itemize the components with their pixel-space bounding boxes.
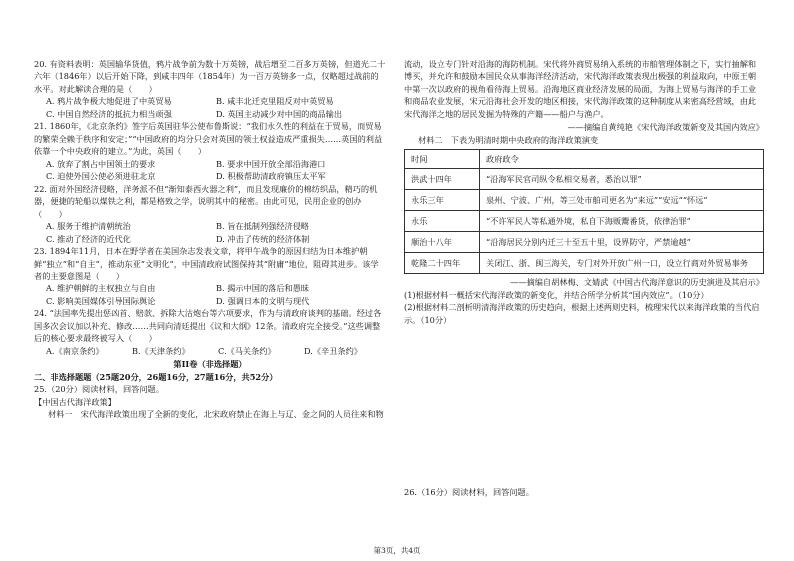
table-cell-time: 乾隆二十四年 [405, 253, 480, 274]
option-a: A. 鸦片战争极大地促进了中英贸易 [46, 96, 172, 107]
table-cell-time: 顺治十八年 [405, 232, 480, 253]
table-cell-policy: “沿海居民分别内迁三十至五十里，设界防守，严禁逾越” [480, 232, 764, 253]
sub-question-1: (1)根据材料一概括宋代海洋政策的新变化，并结合所学分析其“国内效应”。（10分） [404, 289, 709, 300]
option-a: A.《南京条约》 [46, 345, 104, 356]
material-2-source: ——摘编自胡林梅、文婧武《中国古代海洋意识的历史演进及其启示》 [510, 277, 764, 288]
option-a: A. 维护朝鲜的主权独立与自由 [46, 283, 156, 294]
option-c: C. 迫使外国公使必须进驻北京 [46, 171, 156, 182]
table-header-row [405, 150, 764, 169]
question-23 [34, 245, 386, 307]
question-25-heading: 25.（20分）阅读材料，回答问题。 [34, 384, 164, 395]
sub-question-2: (2)根据材料二剖析明清海洋政策的历史趋向，根据上述两则史料，梳理宋代以来海洋政策的当代启示。（10分） [404, 302, 760, 325]
options [34, 345, 386, 357]
table-cell-policy: “沿海军民官司纵令私相交易者，悉治以罪” [480, 169, 764, 190]
table-cell-policy: 泉州、宁波、广州，等三处市舶司更名为“来远”“安远”“怀远” [480, 190, 764, 211]
section-heading: 二、非选择题题（25题20分，26题16分，27题16分，共52分） [34, 371, 278, 382]
column-header: 政府政令 [480, 150, 764, 169]
question-stem: 22. 面对外国经济侵略，洋务派不但“渐知泰西火器之利”，而且发现廉价的棉纺织品，精巧的机器，便捷的轮船以煤铁之利，都是格致之学，说明其中的秘密。由此可见，民用企业的创办（ ） [34, 183, 378, 219]
option-c: C.《马关条约》 [217, 345, 276, 356]
question-stem: 20. 有资料表明：英国输华货值，鸦片战争前为数十万英镑，战后增至二百多万英镑，但道光二十六年（1846年）以后开始下降，到咸丰四年（1854年）为一百万英镑多一点，仅略超过战前的水平。对此解读合理的是（ ） [34, 59, 386, 94]
table-row [405, 211, 764, 232]
page-footer: 第3页，共4页 [373, 546, 421, 555]
question-26-heading: 26.（16分）阅读材料，回答问题。 [404, 487, 534, 498]
table-cell-policy: “不许军民人等私通外境，私自下海贩鬻番货，依律治罪” [480, 211, 764, 232]
question-21 [34, 120, 386, 182]
option-c: C. 中国自然经济的抵抗力相当顽强 [46, 108, 172, 119]
table-row [405, 169, 764, 190]
option-b: B. 要求中国开放全部沿海港口 [216, 158, 326, 169]
table-row [405, 232, 764, 253]
options [34, 220, 386, 245]
options [34, 282, 386, 307]
topic-heading: 【中国古代海洋政策】 [34, 396, 116, 407]
option-d: D. 英国主动减少对中国的商品输出 [216, 108, 343, 119]
option-b: B.《天津条约》 [131, 345, 190, 356]
table-row [405, 190, 764, 211]
option-a: A. 服务于维护清朝统治 [46, 221, 131, 232]
material-2-title: 材料二 下表为明清时期中央政府的海洋政策演变 [418, 134, 599, 145]
options [34, 158, 386, 183]
question-20 [34, 58, 386, 120]
option-b: B. 揭示中国的落后和愚昧 [216, 283, 310, 294]
option-b: B. 旨在抵制列强经济侵略 [216, 221, 310, 232]
table-cell-time: 永乐 [405, 211, 480, 232]
option-d: D. 冲击了传统的经济体制 [216, 233, 310, 244]
options [34, 95, 386, 120]
question-stem: 23. 1894年11月，日本在野学者在美国杂志发表文章，将甲午战争的原因归结为日本维护朝鲜“独立”和“自主”，推动东亚“文明化”，中国清政府试图保持其“附庸”地位，阻碍其进步。该学者的主要意图是（ ） [34, 246, 379, 281]
material-1-continued: 流动，设立专门针对沿海的海防机制。宋代将外商贸易纳入系统的市舶管理体制之下，实行抽解和博买，并允许和鼓励本国民众从事海洋经济活动，宋代海洋政策表现出极强的利益取向，中原王朝中第一次以政府的视角看待海上贸易。沿海地区商业经济发展的局面，为海上贸易与海洋的手工业和商品农业发展，宋元沿海社会开发的地区相接，宋代海洋政策的这种制度从来密高经营域，由此宋代海洋之地的居民发掘为特殊的产籍——船户与渔户。 [404, 59, 757, 119]
policy-table [404, 149, 764, 274]
option-c: C. 推动了经济的近代化 [46, 233, 131, 244]
material-1-text: 材料一 宋代海洋政策出现了全新的变化，北宋政府禁止在海上与辽、金之间的人员往来和物 [48, 409, 384, 420]
left-column [34, 58, 386, 421]
option-b: B. 咸丰北迁克里阻反对中英贸易 [216, 96, 334, 107]
option-a: A. 放弃了割占中国领土的要求 [46, 158, 156, 169]
question-stem: 21. 1860年，《北京条约》签字后英国驻华公使布鲁斯说：“我们永久性的利益在于贸易，而贸易的繁荣全赖于秩序和安定；”“中国政府的均分只会对英国的领土权益造成严重损失……英国的利益依靠一个中央政府的建立。”为此，英国（ ） [34, 121, 383, 157]
answer-space [404, 326, 764, 486]
column-header: 时间 [405, 150, 480, 169]
question-stem: 24. “法国率先提出惩凶首、赔款、拆除大沽炮台等六项要求，作为与清政府谈判的基础。经过各国多次会议加以补充、修改……共同向清廷提出《议和大纲》12条。清政府完全接受。”这些调整后的核心要求最终被写入（ ） [34, 308, 382, 344]
table-cell-time: 洪武十四年 [405, 169, 480, 190]
table-row [405, 253, 764, 274]
table-cell-time: 永乐三年 [405, 190, 480, 211]
option-c: C. 影响美国媒体引导国际舆论 [46, 295, 156, 306]
question-24 [34, 307, 386, 357]
option-d: D. 强调日本的文明与现代 [216, 295, 310, 306]
table-cell-policy: 关闭江、浙、闽三海关，专门对外开放广州一口，设立行商对外贸易事务 [480, 253, 764, 274]
volume-title: 第II卷（非选择题） [173, 359, 247, 370]
option-d: D. 积极帮助清政府镇压太平军 [216, 171, 326, 182]
right-column [404, 58, 764, 499]
option-d: D.《辛丑条约》 [303, 345, 362, 356]
material-1-source: ——摘编自黄纯艳《宋代海洋政策新变及其国内效应》 [567, 122, 764, 133]
question-22 [34, 183, 386, 245]
